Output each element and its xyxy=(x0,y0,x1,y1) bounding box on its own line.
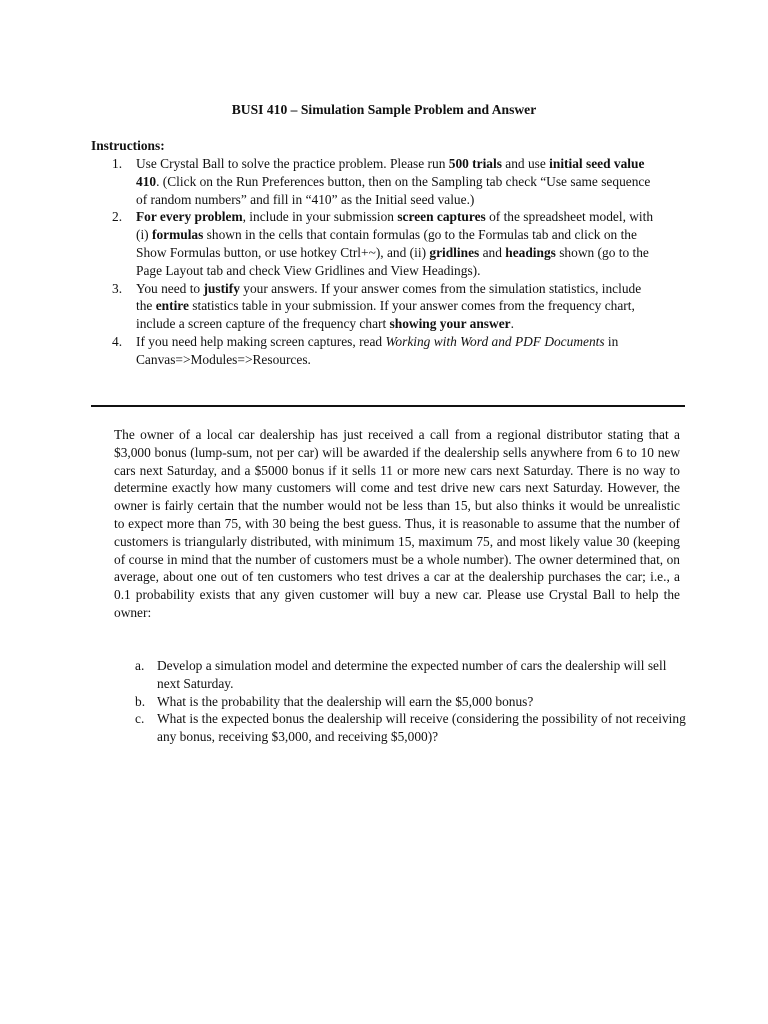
emphasis-bold: gridlines xyxy=(429,244,480,260)
instruction-item xyxy=(0,208,656,279)
question-item xyxy=(0,693,687,711)
text-run: in Canvas=>Modules=>Resources. xyxy=(136,333,619,367)
document-title: BUSI 410 – Simulation Sample Problem and Answer xyxy=(231,102,537,117)
emphasis-italic: Working with Word and PDF Documents xyxy=(385,333,605,349)
instruction-number: 4. xyxy=(112,333,123,349)
instruction-text xyxy=(136,334,618,367)
text-run: Use Crystal Ball to solve the practice problem. Please run xyxy=(136,156,449,171)
text-run: If you need help making screen captures, read xyxy=(136,333,386,349)
text-run: of the spreadsheet model, with (i) xyxy=(136,209,654,243)
section-divider xyxy=(91,405,685,407)
text-run: and xyxy=(479,244,506,260)
emphasis-bold: For every problem xyxy=(136,209,243,225)
text-run: statistics table in your submission. If your answer comes from the frequency chart, include a screen capture of the frequency chart xyxy=(136,298,635,332)
text-run: shown (go to the Page Layout tab and check View Gridlines and View Headings). xyxy=(136,244,649,278)
instructions-heading: Instructions: xyxy=(91,138,165,153)
instruction-number: 3. xyxy=(112,280,123,296)
text-run: , include in your submission xyxy=(242,209,398,225)
question-letter: b. xyxy=(135,693,146,709)
text-run: shown in the cells that contain formulas (go to the Formulas tab and click on the Show Formulas button, or use hotkey Ctrl+~), and (ii) xyxy=(136,227,637,260)
questions-list xyxy=(0,657,768,746)
question-text: What is the expected bonus the dealership will receive (considering the possibility of not receiving any bonus, receiving $3,000, and receiving $5,000)? xyxy=(157,711,686,745)
instruction-item xyxy=(0,333,656,369)
question-item xyxy=(0,657,687,693)
emphasis-bold: justify xyxy=(203,280,240,296)
question-letter: c. xyxy=(135,711,145,727)
emphasis-bold: showing your answer xyxy=(389,316,511,332)
instruction-item xyxy=(0,280,656,333)
problem-statement: The owner of a local car dealership has just received a call from a regional distributor stating that a $3,000 bonus (lump-sum, not per car) will be awarded if the dealership sells anywhere from 6 to 10 new cars next Saturday, and a $5000 bonus if it sells 11 or more new cars next Saturday. There is no way to determine exactly how many customers will come and test drive new cars next Saturday. However, the owner is fairly certain that the number would not be less than 15, but also thinks it would be unrealistic to expect more than 75, with 30 being the best guess. Thus, it is reasonable to assume that the number of customers is triangularly distributed, with minimum 15, maximum 75, and most likely value 30 (keeping of course in mind that the number of customers must be a whole number). The owner determined that, on average, about one out of ten customers who test drives a car at the dealership purchases the car; i.e., a 0.1 probability exists that any given customer will buy a new car. Please use Crystal Ball to help the owner: xyxy=(114,427,680,620)
text-run: . (Click on the Run Preferences button, then on the Sampling tab check “Use same sequence of random numbers” and fill in “410” as the Initial seed value.) xyxy=(136,173,651,207)
question-text: What is the probability that the dealership will earn the $5,000 bonus? xyxy=(157,693,534,709)
question-text: Develop a simulation model and determine the expected number of cars the dealership will sell next Saturday. xyxy=(157,658,667,691)
emphasis-bold: 500 trials xyxy=(448,156,502,171)
emphasis-bold: screen captures xyxy=(397,209,486,225)
text-run: and use xyxy=(501,156,550,171)
emphasis-bold: formulas xyxy=(152,227,204,243)
question-item xyxy=(0,710,687,746)
emphasis-bold: headings xyxy=(505,244,556,260)
text-run: . xyxy=(510,316,514,332)
text-run: your answers. If your answer comes from the simulation statistics, include the xyxy=(136,280,642,314)
instruction-text xyxy=(136,281,641,332)
instruction-number: 2. xyxy=(112,209,123,225)
question-letter: a. xyxy=(135,658,145,673)
emphasis-bold: initial seed value 410 xyxy=(136,156,645,189)
instruction-text xyxy=(136,209,653,277)
text-run: You need to xyxy=(136,280,204,296)
emphasis-bold: entire xyxy=(155,298,189,314)
instructions-list xyxy=(0,155,768,369)
instruction-item xyxy=(0,155,656,208)
instruction-text xyxy=(136,156,650,207)
instruction-number: 1. xyxy=(112,156,123,171)
